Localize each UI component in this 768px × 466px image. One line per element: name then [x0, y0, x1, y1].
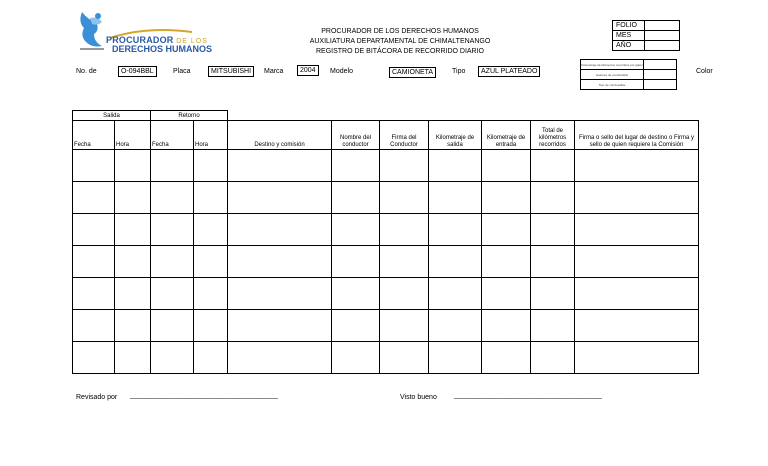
- logo-text-line2: DERECHOS HUMANOS: [112, 44, 213, 54]
- col-header-total-km: Total de kilómetros recorridos: [531, 121, 575, 150]
- table-cell[interactable]: [151, 214, 194, 246]
- table-cell[interactable]: [194, 310, 228, 342]
- modelo-field[interactable]: CAMIONETA: [389, 67, 436, 78]
- table-row: [73, 278, 699, 310]
- trip-log-table: [72, 110, 699, 374]
- table-cell[interactable]: [575, 214, 699, 246]
- table-cell[interactable]: [151, 310, 194, 342]
- table-cell[interactable]: [228, 214, 332, 246]
- group-header-spacer: [228, 111, 699, 121]
- table-row: [73, 150, 699, 182]
- table-cell[interactable]: [73, 150, 115, 182]
- table-row: [73, 310, 699, 342]
- table-cell[interactable]: [575, 342, 699, 374]
- table-cell[interactable]: [151, 246, 194, 278]
- table-cell[interactable]: [194, 342, 228, 374]
- km-per-gallon-field[interactable]: [644, 60, 677, 70]
- no-label: No. de: [76, 68, 97, 75]
- table-cell[interactable]: [429, 214, 482, 246]
- table-cell[interactable]: [194, 246, 228, 278]
- table-cell[interactable]: [531, 310, 575, 342]
- revisado-por-label: Revisado por: [76, 394, 118, 401]
- table-cell[interactable]: [332, 310, 380, 342]
- table-cell[interactable]: [73, 342, 115, 374]
- table-cell[interactable]: [531, 150, 575, 182]
- table-row: [73, 342, 699, 374]
- table-cell[interactable]: [482, 342, 531, 374]
- col-header-km-entrada: Kilometraje de entrada: [482, 121, 531, 150]
- table-cell[interactable]: [380, 310, 429, 342]
- table-cell[interactable]: [380, 150, 429, 182]
- table-cell[interactable]: [194, 150, 228, 182]
- color-label: Color: [696, 68, 713, 75]
- table-cell[interactable]: [482, 246, 531, 278]
- table-cell[interactable]: [73, 182, 115, 214]
- table-cell[interactable]: [575, 310, 699, 342]
- table-cell[interactable]: [332, 278, 380, 310]
- revisado-por-line[interactable]: ______________________________________: [130, 392, 278, 399]
- table-cell[interactable]: [151, 182, 194, 214]
- col-header-hora-salida: Hora: [115, 121, 151, 150]
- folio-label: FOLIO: [613, 21, 645, 31]
- table-cell[interactable]: [332, 182, 380, 214]
- table-cell[interactable]: [115, 214, 151, 246]
- table-cell[interactable]: [228, 246, 332, 278]
- col-header-hora-retorno: Hora: [194, 121, 228, 150]
- table-cell[interactable]: [151, 342, 194, 374]
- table-cell[interactable]: [429, 278, 482, 310]
- visto-bueno-label: Visto bueno: [400, 394, 437, 401]
- gallons-label: Galones de combustible: [581, 70, 644, 80]
- table-cell[interactable]: [332, 214, 380, 246]
- folio-box: [612, 20, 680, 51]
- table-cell[interactable]: [429, 246, 482, 278]
- folio-field[interactable]: [645, 21, 680, 31]
- mes-field[interactable]: [645, 31, 680, 41]
- marca-field[interactable]: 2004: [297, 65, 319, 76]
- table-cell[interactable]: [115, 342, 151, 374]
- table-cell[interactable]: [380, 246, 429, 278]
- table-cell[interactable]: [115, 182, 151, 214]
- table-cell[interactable]: [115, 150, 151, 182]
- anio-field[interactable]: [645, 41, 680, 51]
- table-cell[interactable]: [73, 278, 115, 310]
- table-cell[interactable]: [380, 342, 429, 374]
- col-header-destino: Destino y comisión: [228, 121, 332, 150]
- table-cell[interactable]: [575, 150, 699, 182]
- table-cell[interactable]: [531, 214, 575, 246]
- col-header-firma-destino: Firma o sello del lugar de destino o Firma y sello de quien requiere la Comisión: [575, 121, 699, 150]
- table-cell[interactable]: [575, 278, 699, 310]
- table-cell[interactable]: [429, 182, 482, 214]
- km-summary-box: [580, 59, 677, 90]
- fuel-type-field[interactable]: [644, 80, 677, 90]
- col-header-fecha-retorno: Fecha: [151, 121, 194, 150]
- retorno-group-header: Retorno: [151, 111, 228, 121]
- table-cell[interactable]: [151, 278, 194, 310]
- anio-label: AÑO: [613, 41, 645, 51]
- table-cell[interactable]: [151, 150, 194, 182]
- column-header-row: [73, 121, 699, 150]
- table-cell[interactable]: [228, 182, 332, 214]
- table-cell[interactable]: [332, 246, 380, 278]
- table-cell[interactable]: [380, 278, 429, 310]
- col-header-fecha-salida: Fecha: [73, 121, 115, 150]
- table-cell[interactable]: [332, 150, 380, 182]
- table-cell[interactable]: [380, 182, 429, 214]
- table-cell[interactable]: [115, 310, 151, 342]
- table-cell[interactable]: [332, 342, 380, 374]
- salida-group-header: Salida: [73, 111, 151, 121]
- col-header-conductor: Nombre del conductor: [332, 121, 380, 150]
- table-cell[interactable]: [429, 342, 482, 374]
- table-row: [73, 182, 699, 214]
- table-cell[interactable]: [575, 182, 699, 214]
- logo-text-line1: PROCURADOR DE LOS: [106, 35, 208, 45]
- header-line1: PROCURADOR DE LOS DERECHOS HUMANOS: [321, 28, 479, 35]
- table-cell[interactable]: [575, 246, 699, 278]
- table-cell[interactable]: [531, 182, 575, 214]
- table-cell[interactable]: [531, 278, 575, 310]
- marca-label: Marca: [264, 68, 284, 75]
- placa-label: Placa: [173, 68, 191, 75]
- col-header-firma-conductor: Firma del Conductor: [380, 121, 429, 150]
- header-line2: AUXILIATURA DEPARTAMENTAL DE CHIMALTENANGO: [309, 38, 491, 45]
- table-cell[interactable]: [482, 214, 531, 246]
- table-cell[interactable]: [73, 310, 115, 342]
- col-header-km-salida: Kilometraje de salida: [429, 121, 482, 150]
- visto-bueno-line[interactable]: ______________________________________: [454, 392, 602, 399]
- table-cell[interactable]: [531, 246, 575, 278]
- table-row: [73, 246, 699, 278]
- table-cell[interactable]: [73, 246, 115, 278]
- table-cell[interactable]: [482, 278, 531, 310]
- table-row: [73, 214, 699, 246]
- table-cell[interactable]: [482, 150, 531, 182]
- table-cell[interactable]: [531, 342, 575, 374]
- header-line3: REGISTRO DE BITÁCORA DE RECORRIDO DIARIO: [315, 48, 485, 55]
- table-cell[interactable]: [482, 182, 531, 214]
- table-cell[interactable]: [482, 310, 531, 342]
- placa-field[interactable]: MITSUBISHI: [208, 66, 254, 77]
- fuel-type-label: Tipo de combustible: [581, 80, 644, 90]
- table-cell[interactable]: [228, 342, 332, 374]
- table-cell[interactable]: [429, 310, 482, 342]
- group-header-row: [73, 111, 699, 121]
- mes-label: MES: [613, 31, 645, 41]
- document-header: [280, 27, 520, 57]
- table-cell[interactable]: [194, 278, 228, 310]
- table-cell[interactable]: [228, 150, 332, 182]
- tipo-field[interactable]: AZUL PLATEADO: [478, 66, 540, 77]
- modelo-label: Modelo: [330, 68, 353, 75]
- table-cell[interactable]: [228, 310, 332, 342]
- table-cell[interactable]: [115, 246, 151, 278]
- table-cell[interactable]: [380, 214, 429, 246]
- tipo-label: Tipo: [452, 68, 466, 75]
- table-cell[interactable]: [194, 182, 228, 214]
- gallons-field[interactable]: [644, 70, 677, 80]
- km-per-gallon-label: Kilometraje de kilómetros recorridos por galón: [581, 60, 644, 70]
- table-cell[interactable]: [228, 278, 332, 310]
- table-cell[interactable]: [73, 214, 115, 246]
- no-field[interactable]: O-094BBL: [118, 66, 157, 77]
- table-cell[interactable]: [194, 214, 228, 246]
- table-cell[interactable]: [115, 278, 151, 310]
- table-cell[interactable]: [429, 150, 482, 182]
